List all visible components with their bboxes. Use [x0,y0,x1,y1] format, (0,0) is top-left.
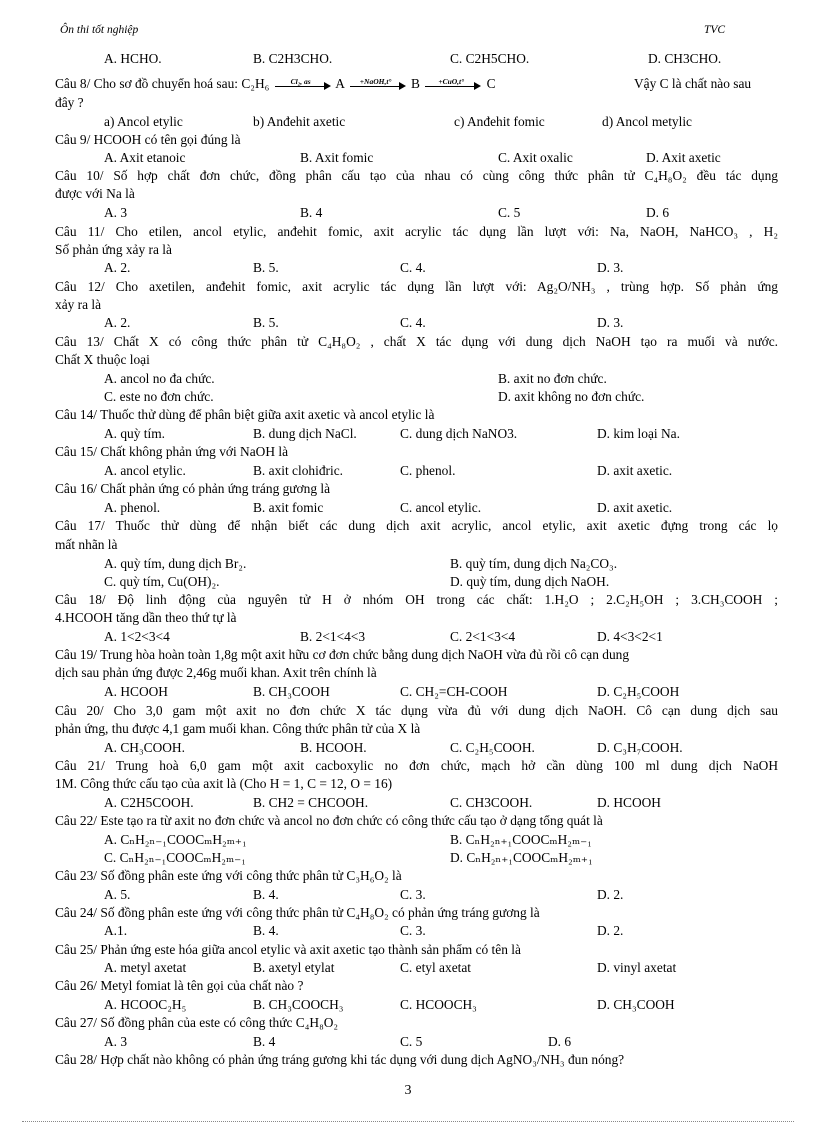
header-left: Ôn thi tốt nghiệp [60,24,139,36]
q18-option-a: A. 1<2<3<4 [104,629,170,644]
q19-question: Câu 19/ Trung hòa hoàn toàn 1,8g một axit hữu cơ đơn chức bằng dung dịch NaOH vừa đủ rồi cô cạn dung [55,647,630,662]
q23-option-a: A. 5. [104,887,131,902]
q11-question: Câu 11/ Cho etilen, ancol etylic, anđehit fomic, axit acrylic tác dụng lần lượt với: Na, NaOH, NaHCO₃ , H₂ [55,224,778,239]
q14-option-d: D. kim loại Na. [597,426,680,441]
q13-question: Câu 13/ Chất X có công thức phân tử C₄H₈O₂ , chất X tác dụng với dung dịch NaOH tạo ra muối và nước. [55,334,778,349]
q20-question: Câu 20/ Cho 3,0 gam một axit no đơn chức X tác dụng vừa đủ với dung dịch NaOH. Cô cạn dung dịch sau [55,703,778,718]
q25-option-d: D. vinyl axetat [597,960,677,975]
q17-option-a: A. quỳ tím, dung dịch Br₂. [104,556,247,571]
q9-question: Câu 9/ HCOOH có tên gọi đúng là [55,132,241,147]
q16-question: Câu 16/ Chất phản ứng có phản ứng tráng gương là [55,481,331,496]
reaction-arrow-3: +CuO,t° [425,79,481,91]
q12-line2: xảy ra là [55,297,102,312]
q20-option-c: C. C₂H₅COOH. [450,740,535,755]
q14-option-c: C. dung dịch NaNO3. [400,426,518,441]
page-number: 3 [404,1083,412,1098]
q21-question: Câu 21/ Trung hoà 6,0 gam một axit cacboxylic no đơn chức, mạch hở cần dùng 100 ml dung dịch NaOH [55,758,778,773]
q8-option-a: a) Ancol etylic [104,114,183,129]
q27-option-c: C. 5 [400,1034,423,1049]
q16-option-d: D. axit axetic. [597,500,673,515]
q15-option-b: B. axit clohiđric. [253,463,343,478]
q20-option-d: D. C₃H₇COOH. [597,740,683,755]
q13-line2: Chất X thuộc loại [55,352,150,367]
q24-option-d: D. 2. [597,923,624,938]
q12-option-c: C. 4. [400,315,426,330]
q10-option-c: C. 5 [498,205,521,220]
q12-option-d: D. 3. [597,315,624,330]
q11-option-b: B. 5. [253,260,279,275]
q18-option-b: B. 2<1<4<3 [300,629,366,644]
q7-option-a: A. HCHO. [104,51,162,66]
q17-question: Câu 17/ Thuốc thử dùng để nhận biết các dung dịch axit acrylic, ancol etylic, axit axetic đựng trong các lọ [55,518,778,533]
q22-question: Câu 22/ Este tạo ra từ axit no đơn chức và ancol no đơn chức có công thức cấu tạo ở dạng tổng quát là [55,813,603,828]
q26-option-b: B. CH₃COOCH₃ [253,997,344,1012]
reaction-arrow-1: Cl₂, as [275,79,331,91]
q24-option-c: C. 3. [400,923,426,938]
q8-suffix: Vậy C là chất nào sau [634,76,752,91]
q17-line2: mất nhãn là [55,537,118,552]
q17-option-d: D. quỳ tím, dung dịch NaOH. [450,574,610,589]
q26-question: Câu 26/ Metyl fomiat là tên gọi của chất nào ? [55,978,304,993]
q17-option-c: C. quỳ tím, Cu(OH)₂. [104,574,220,589]
q16-option-b: B. axit fomic [253,500,324,515]
q16-option-a: A. phenol. [104,500,161,515]
q9-option-c: C. Axit oxalic [498,150,573,165]
q8-option-c: c) Anđehit fomic [454,114,545,129]
q20-option-a: A. CH₃COOH. [104,740,185,755]
q10-option-d: D. 6 [646,205,670,220]
q13-option-d: D. axit không no đơn chức. [498,389,645,404]
q12-option-a: A. 2. [104,315,131,330]
q9-option-a: A. Axit etanoic [104,150,186,165]
q14-option-a: A. quỳ tím. [104,426,166,441]
q18-option-d: D. 4<3<2<1 [597,629,663,644]
q18-line2: 4.HCOOH tăng dần theo thứ tự là [55,610,237,625]
q27-option-a: A. 3 [104,1034,128,1049]
q11-option-d: D. 3. [597,260,624,275]
q22-option-c: C. CₙH₂ₙ₋₁COOCₘH₂ₘ₋₁ [104,850,246,865]
q21-option-a: A. C2H5COOH. [104,795,194,810]
q15-option-c: C. phenol. [400,463,456,478]
q8-question [55,76,778,92]
q7-option-c: C. C2H5CHO. [450,51,530,66]
header-right: TVC [704,24,726,36]
q25-option-c: C. etyl axetat [400,960,472,975]
q27-option-d: D. 6 [548,1034,572,1049]
q23-option-c: C. 3. [400,887,426,902]
q19-line2: dịch sau phản ứng được 2,46g muối khan. Axit trên chính là [55,665,377,680]
q12-option-b: B. 5. [253,315,279,330]
q8-option-b: b) Anđehit axetic [253,114,346,129]
q25-option-a: A. metyl axetat [104,960,187,975]
q19-option-b: B. CH₃COOH [253,684,330,699]
q26-option-c: C. HCOOCH₃ [400,997,477,1012]
q21-option-b: B. CH2 = CHCOOH. [253,795,369,810]
q10-line2: được với Na là [55,186,135,201]
q10-option-a: A. 3 [104,205,128,220]
q13-option-b: B. axit no đơn chức. [498,371,607,386]
q8-option-d: d) Ancol metylic [602,114,692,129]
q27-question: Câu 27/ Số đồng phân của este có công thức C₄H₈O₂ [55,1015,339,1030]
q26-option-a: A. HCOOC₂H₅ [104,997,187,1012]
q24-option-a: A.1. [104,923,128,938]
q22-option-a: A. CₙH₂ₙ₋₁COOCₘH₂ₘ₊₁ [104,832,247,847]
q17-option-b: B. quỳ tím, dung dịch Na₂CO₃. [450,556,618,571]
q10-question: Câu 10/ Số hợp chất đơn chức, đồng phân cấu tạo của nhau có cùng công thức phân tử C₄H₈O₂ đều tác dụng [55,168,778,183]
q18-option-c: C. 2<1<3<4 [450,629,516,644]
q21-option-d: D. HCOOH [597,795,661,810]
q21-option-c: C. CH3COOH. [450,795,533,810]
q15-option-a: A. ancol etylic. [104,463,186,478]
q25-question: Câu 25/ Phản ứng este hóa giữa ancol etylic và axit axetic tạo thành sản phẩm có tên là [55,942,521,957]
q22-option-d: D. CₙH₂ₙ₊₁COOCₘH₂ₘ₊₁ [450,850,593,865]
q28-question: Câu 28/ Hợp chất nào không có phản ứng tráng gương khi tác dụng với dung dịch AgNO₃/NH₃ đun nóng? [55,1052,625,1067]
q14-question: Câu 14/ Thuốc thử dùng để phân biệt giữa axit axetic và ancol etylic là [55,407,435,422]
q15-option-d: D. axit axetic. [597,463,673,478]
q11-line2: Số phản ứng xảy ra là [55,242,172,257]
reaction-arrow-2: +NaOH,t° [350,79,406,91]
q9-option-d: D. Axit axetic [646,150,721,165]
q19-option-c: C. CH₂=CH-COOH [400,684,508,699]
q23-option-d: D. 2. [597,887,624,902]
q9-option-b: B. Axit fomic [300,150,374,165]
q15-question: Câu 15/ Chất không phản ứng với NaOH là [55,444,289,459]
q25-option-b: B. axetyl etylat [253,960,335,975]
q20-option-b: B. HCOOH. [300,740,367,755]
q27-option-b: B. 4 [253,1034,276,1049]
q19-option-a: A. HCOOH [104,684,168,699]
q19-option-d: D. C₂H₅COOH [597,684,680,699]
q23-option-b: B. 4. [253,887,279,902]
q24-question: Câu 24/ Số đồng phân este ứng với công thức phân tử C₄H₈O₂ có phản ứng tráng gương là [55,905,540,920]
q11-option-c: C. 4. [400,260,426,275]
q26-option-d: D. CH₃COOH [597,997,675,1012]
q8-start: C₂H₆ [241,76,270,91]
q13-option-c: C. este no đơn chức. [104,389,214,404]
q21-line2: 1M. Công thức cấu tạo của axit là (Cho H = 1, C = 12, O = 16) [55,776,393,791]
q23-question: Câu 23/ Số đồng phân este ứng với công thức phân tử C₃H₆O₂ là [55,868,402,883]
footer-dotted-line [22,1121,794,1122]
q8-a: A [335,76,345,91]
q8-c: C [486,76,496,91]
q10-option-b: B. 4 [300,205,323,220]
q8-b: B [410,76,420,91]
q7-option-b: B. C2H3CHO. [253,51,333,66]
q14-option-b: B. dung dịch NaCl. [253,426,357,441]
q11-option-a: A. 2. [104,260,131,275]
q8-prefix: Câu 8/ Cho sơ đồ chuyển hoá sau: [55,76,242,91]
q7-option-d: D. CH3CHO. [648,51,722,66]
q18-question: Câu 18/ Độ linh động của nguyên tử H ở nhóm OH trong các chất: 1.H₂O ; 2.C₂H₅OH ; 3.CH₃COOH ; [55,592,778,607]
q16-option-c: C. ancol etylic. [400,500,482,515]
q12-question: Câu 12/ Cho axetilen, anđehit fomic, axit acrylic tác dụng lần lượt với: Ag₂O/NH₃ , trùng hợp. Số phản ứng [55,279,778,294]
q22-option-b: B. CₙH₂ₙ₊₁COOCₘH₂ₘ₋₁ [450,832,592,847]
q8-line2: đây ? [55,95,84,110]
q24-option-b: B. 4. [253,923,279,938]
q20-line2: phản ứng, thu được 4,1 gam muối khan. Công thức phân tử của X là [55,721,421,736]
q13-option-a: A. ancol no đa chức. [104,371,215,386]
